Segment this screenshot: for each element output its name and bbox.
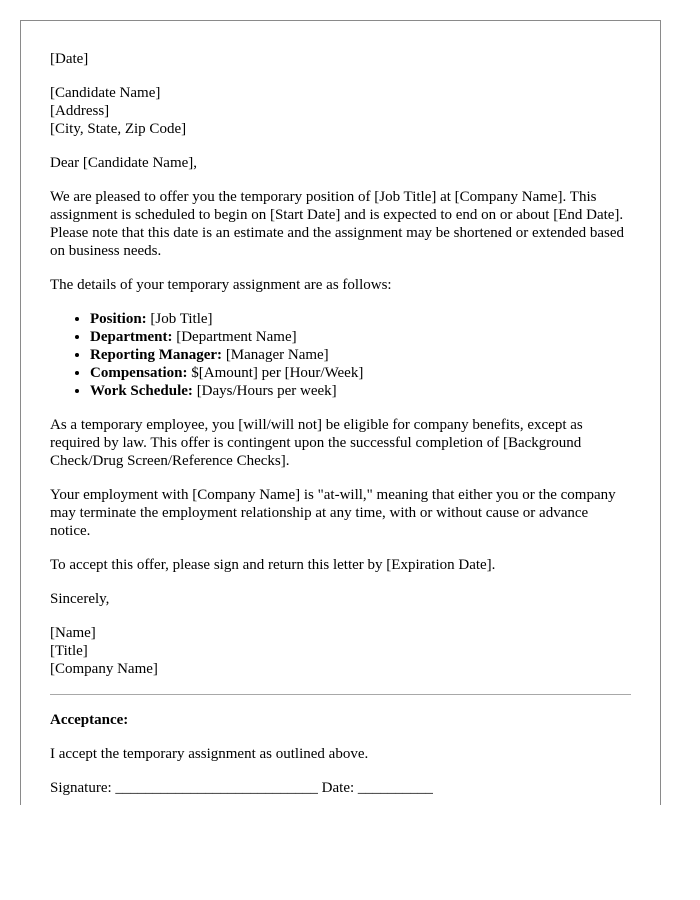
detail-value: [Department Name]	[172, 329, 297, 345]
detail-value: [Days/Hours per week]	[192, 383, 337, 399]
detail-item-work-schedule	[90, 382, 631, 400]
detail-label: Work Schedule:	[90, 383, 193, 399]
offer-letter	[20, 20, 661, 805]
acceptance-heading: Acceptance:	[50, 712, 129, 728]
detail-item-reporting-manager	[90, 346, 631, 364]
acceptance-statement: I accept the temporary assignment as outlined above.	[50, 746, 369, 762]
letter-date: [Date]	[50, 51, 89, 67]
recipient-city-line: [City, State, Zip Code]	[50, 121, 187, 137]
signer-company: [Company Name]	[50, 661, 158, 677]
signer-name: [Name]	[50, 625, 96, 641]
at-will-paragraph: Your employment with [Company Name] is "at-will," meaning that either you or the company may terminate the employment relationship at any time, with or without cause or advance notice.	[50, 487, 616, 539]
accept-instruction: To accept this offer, please sign and return this letter by [Expiration Date].	[50, 557, 496, 573]
detail-value: [Job Title]	[146, 311, 213, 327]
closing: Sincerely,	[50, 591, 110, 607]
detail-label: Position:	[90, 311, 147, 327]
recipient-address: [Address]	[50, 103, 110, 119]
signature-date-line: Signature: ___________________________ Date: __________	[50, 780, 433, 796]
salutation: Dear [Candidate Name],	[50, 155, 198, 171]
recipient-name: [Candidate Name]	[50, 85, 161, 101]
benefits-paragraph: As a temporary employee, you [will/will not] be eligible for company benefits, except as required by law. This offer is contingent upon the successful completion of [Background Check/Drug Screen/Reference Checks].	[50, 417, 583, 469]
detail-label: Department:	[90, 329, 173, 345]
recipient-address-block	[50, 84, 631, 138]
detail-label: Compensation:	[90, 365, 188, 381]
detail-value: $[Amount] per [Hour/Week]	[187, 365, 364, 381]
detail-value: [Manager Name]	[222, 347, 329, 363]
signer-title: [Title]	[50, 643, 88, 659]
signer-block	[50, 624, 631, 678]
detail-item-department	[90, 328, 631, 346]
intro-paragraph: We are pleased to offer you the temporary position of [Job Title] at [Company Name]. This assignment is scheduled to begin on [Start Date] and is expected to end on or about [End Date]. Please note that this date is an estimate and the assignment may be shortened or extended based on business needs.	[50, 189, 624, 259]
details-intro: The details of your temporary assignment are as follows:	[50, 277, 392, 293]
detail-label: Reporting Manager:	[90, 347, 223, 363]
section-divider	[50, 694, 631, 695]
detail-item-compensation	[90, 364, 631, 382]
detail-item-position	[90, 310, 631, 328]
assignment-details-list	[50, 310, 631, 400]
